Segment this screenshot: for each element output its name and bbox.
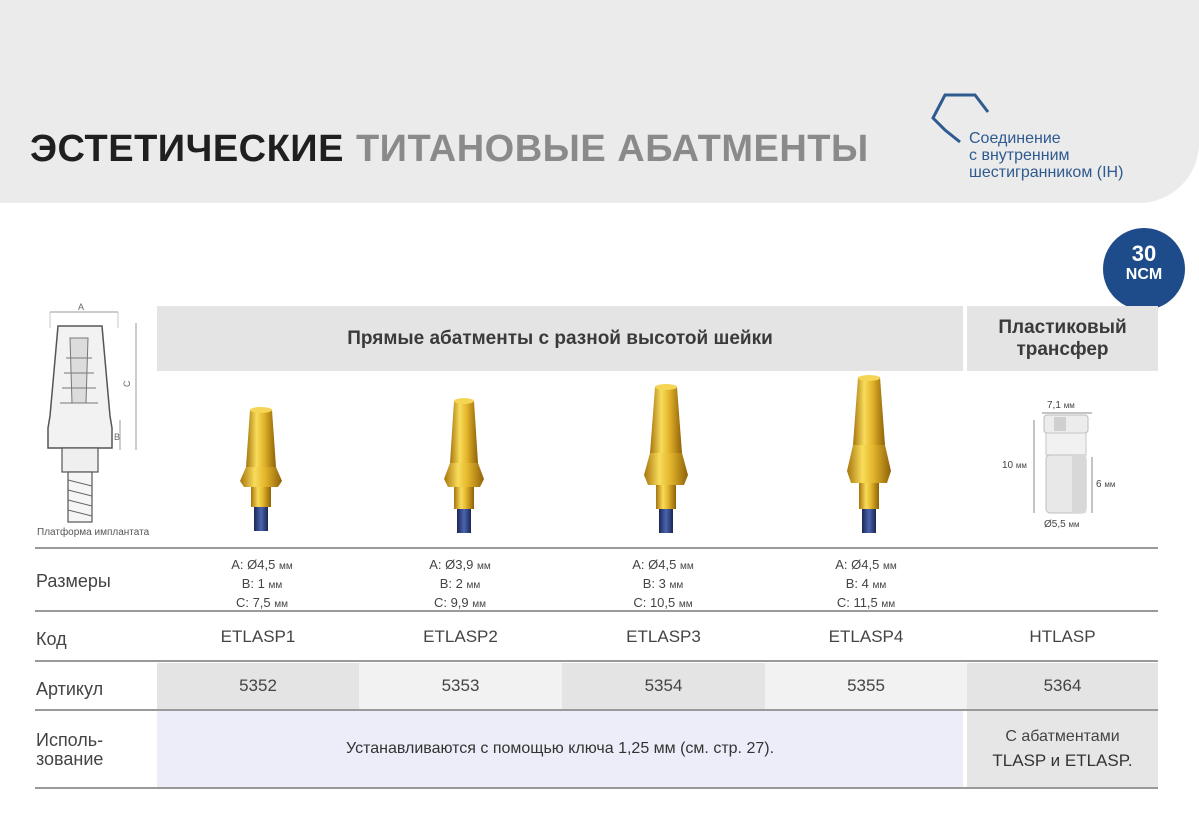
usage-transfer: [967, 711, 1158, 787]
row-label-code: Код: [36, 629, 67, 649]
unit: мм: [274, 599, 289, 610]
label-b: B: [114, 432, 121, 442]
transfer-image: [1000, 395, 1140, 535]
unit: мм: [278, 561, 293, 572]
usage-text: Устанавливаются с помощью ключа 1,25 мм (см. стр. 27).: [157, 711, 963, 787]
row-label-sizes: Размеры: [36, 571, 111, 591]
row-label-usage: [36, 731, 103, 769]
page-title: [30, 128, 869, 171]
dim-c: C: 7,5: [235, 595, 271, 610]
row-label-article: Артикул: [36, 679, 104, 699]
torque-value: 30: [1131, 241, 1157, 266]
table-header-transfer: [967, 306, 1158, 371]
code-etlasp3: ETLASP3: [626, 627, 701, 646]
platform-label: Платформа имплантата: [37, 527, 150, 538]
dim-c: C: 11,5: [836, 595, 878, 610]
code-etlasp2: ETLASP2: [423, 627, 498, 646]
abutment-image-etlasp3: [567, 375, 767, 540]
torque-unit: NCM: [1125, 266, 1163, 283]
row-divider: [35, 547, 1158, 549]
row-divider: [35, 660, 1158, 662]
dim-b: B: 3: [642, 576, 666, 591]
connection-line: с внутренним: [969, 147, 1070, 164]
code-etlasp4: ETLASP4: [828, 627, 904, 646]
dim-a: A: Ø4,5: [632, 557, 677, 572]
article-5353: 5353: [359, 663, 562, 709]
connection-line: Соединение: [969, 130, 1061, 147]
title-part-2: ТИТАНОВЫЕ АБАТМЕНТЫ: [355, 128, 869, 170]
dims-etlasp4: [766, 556, 966, 613]
table-bottom-rule: [35, 787, 1158, 789]
transfer-dim-top: 7,1 мм: [1047, 400, 1075, 411]
dim-c: C: 10,5: [633, 595, 676, 610]
dim-a: A: Ø3,9: [429, 557, 474, 572]
title-part-1: ЭСТЕТИЧЕСКИЕ: [30, 128, 344, 170]
connection-type-text: [969, 130, 1123, 181]
connection-line: шестигранником (IH): [969, 164, 1124, 181]
dims-etlasp2: [360, 556, 560, 613]
code-htlasp: HTLASP: [1029, 627, 1096, 646]
torque-badge: [1103, 228, 1185, 310]
dims-etlasp3: [563, 556, 763, 613]
label-c: C: [122, 380, 132, 387]
abutment-image-etlasp1: [162, 375, 362, 540]
dim-c: C: 9,9: [433, 595, 469, 610]
transfer-dim-left: 10 мм: [1002, 460, 1027, 471]
article-5354: 5354: [562, 663, 765, 709]
article-5352: 5352: [157, 663, 359, 709]
unit: мм: [466, 580, 481, 591]
header-line: трансфер: [1016, 338, 1109, 360]
article-5364: 5364: [967, 663, 1158, 709]
transfer-dim-right: 6 мм: [1096, 479, 1116, 490]
dim-a: A: Ø4,5: [835, 557, 880, 572]
unit: мм: [476, 561, 491, 572]
usage-label-line: зование: [36, 749, 104, 769]
table-header-main: Прямые абатменты с разной высотой шейки: [157, 306, 963, 371]
dim-b: B: 1: [241, 576, 265, 591]
unit: мм: [678, 599, 693, 610]
header-line: Пластиковый: [998, 316, 1127, 338]
unit: мм: [268, 580, 283, 591]
unit: мм: [472, 599, 487, 610]
usage-label-line: Исполь-: [36, 730, 104, 750]
abutment-image-etlasp4: [770, 375, 970, 540]
code-etlasp1: ETLASP1: [220, 627, 296, 646]
article-5355: 5355: [765, 663, 967, 709]
transfer-dim-bottom: Ø5,5 мм: [1044, 519, 1080, 530]
dim-b: B: 2: [439, 576, 463, 591]
unit: мм: [669, 580, 684, 591]
row-divider: [35, 610, 1158, 612]
usage-transfer-line: TLASP и ETLASP.: [992, 751, 1133, 770]
dims-etlasp1: [162, 556, 362, 613]
unit: мм: [882, 561, 897, 572]
abutment-schematic: [28, 298, 158, 538]
unit: мм: [679, 561, 694, 572]
label-a: A: [78, 302, 85, 312]
abutment-image-etlasp2: [365, 375, 565, 540]
usage-transfer-line: С абатментами: [1005, 728, 1120, 745]
unit: мм: [881, 599, 896, 610]
dim-a: A: Ø4,5: [231, 557, 276, 572]
dim-b: B: 4: [845, 576, 869, 591]
unit: мм: [872, 580, 887, 591]
